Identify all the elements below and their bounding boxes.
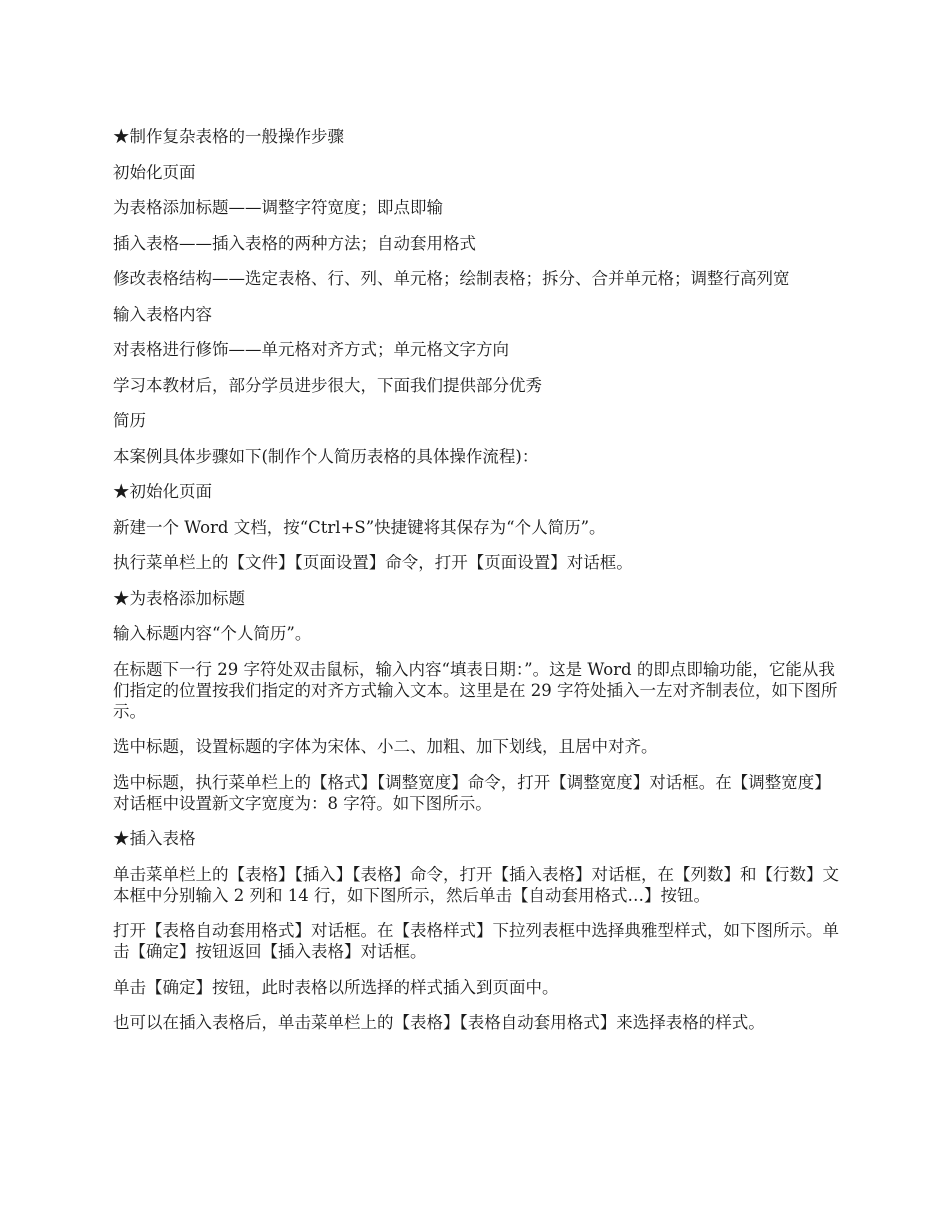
list-item: 对表格进行修饰——单元格对齐方式；单元格文字方向 <box>113 340 509 359</box>
body-paragraph: 简历 <box>113 411 146 430</box>
body-paragraph: 输入标题内容“个人简历”。 <box>113 624 312 643</box>
heading-insert-table: ★插入表格 <box>113 829 196 848</box>
body-paragraph: 新建一个 Word 文档，按“Ctrl+S”快捷键将其保存为“个人简历”。 <box>113 517 606 537</box>
heading-add-title: ★为表格添加标题 <box>113 588 245 608</box>
body-paragraph: 单击菜单栏上的【表格】【插入】【表格】命令，打开【插入表格】对话框，在【列数】和【行数】文本框中分别输入 2 列和 14 行，如下图所示，然后单击【自动套用格式…】按钮。 <box>113 864 839 905</box>
body-paragraph: 学习本教材后，部分学员进步很大，下面我们提供部分优秀 <box>113 375 542 395</box>
body-paragraph: 选中标题，执行菜单栏上的【格式】【调整宽度】命令，打开【调整宽度】对话框。在【调整宽度】对话框中设置新文字宽度为：8 字符。如下图所示。 <box>113 772 831 813</box>
list-item: 修改表格结构——选定表格、行、列、单元格；绘制表格；拆分、合并单元格；调整行高列宽 <box>113 269 790 288</box>
list-item: 输入表格内容 <box>113 304 212 324</box>
body-paragraph: 本案例具体步骤如下(制作个人简历表格的具体操作流程)： <box>113 446 539 466</box>
body-paragraph: 选中标题，设置标题的字体为宋体、小二、加粗、加下划线，且居中对齐。 <box>113 737 658 756</box>
list-item: 插入表格——插入表格的两种方法；自动套用格式 <box>113 233 476 253</box>
list-item: 初始化页面 <box>113 162 196 182</box>
list-item: 为表格添加标题——调整字符宽度；即点即输 <box>113 198 443 217</box>
body-paragraph: 也可以在插入表格后，单击菜单栏上的【表格】【表格自动套用格式】来选择表格的样式。 <box>113 1013 765 1032</box>
heading-init-page: ★初始化页面 <box>113 482 212 501</box>
body-paragraph: 打开【表格自动套用格式】对话框。在【表格样式】下拉列表框中选择典雅型样式，如下图所示。单击【确定】按钮返回【插入表格】对话框。 <box>113 921 839 961</box>
heading-steps: ★制作复杂表格的一般操作步骤 <box>113 127 344 146</box>
body-paragraph: 单击【确定】按钮，此时表格以所选择的样式插入到页面中。 <box>113 977 559 997</box>
body-paragraph: 执行菜单栏上的【文件】【页面设置】命令，打开【页面设置】对话框。 <box>113 553 633 572</box>
body-paragraph: 在标题下一行 29 字符处双击鼠标，输入内容“填表日期：”。这是 Word 的即点即输功能，它能从我们指定的位置按我们指定的对齐方式输入文本。这里是在 29 字符处插入一左对齐制表位，如下图所示。 <box>113 659 838 721</box>
